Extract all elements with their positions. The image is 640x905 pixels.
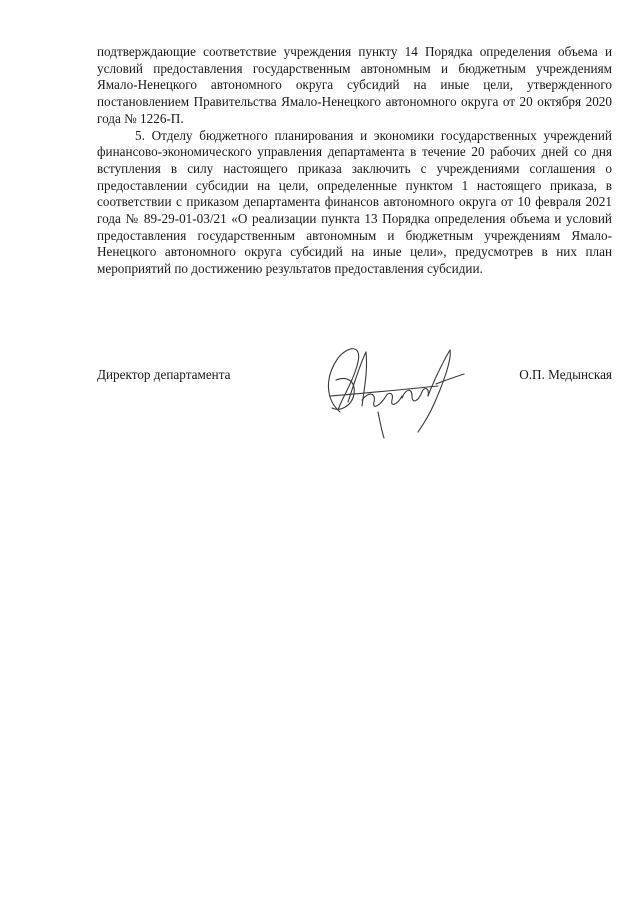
- document-body: [97, 44, 612, 278]
- paragraph-continuation: подтверждающие соответствие учреждения пункту 14 Порядка определения объема и условий предоставления государственным автономным и бюджетным учреждениям Ямало-Ненецкого автономного округа субсидий на иные цели, утвержденного постановлением Правительства Ямало-Ненецкого автономного округа от 20 октября 2020 года № 1226-П.: [97, 44, 612, 126]
- signatory-name: О.П. Медынская: [519, 367, 612, 382]
- handwritten-signature: [318, 340, 468, 440]
- paragraph-item-5: 5. Отделу бюджетного планирования и экономики государственных учреждений финансово-экономического управления департамента в течение 20 рабочих дней со дня вступления в силу настоящего приказа заключить с учреждениями соглашения о предоставлении субсидии на цели, определенные пунктом 1 настоящего приказа, в соответствии с приказом департамента финансов автономного округа от 10 февраля 2021 года № 89-29-01-03/21 «О реализации пункта 13 Порядка определения объема и условий предоставления государственным автономным и бюджетным учреждениям Ямало-Ненецкого автономного округа субсидий на иные цели», предусмотрев в них план мероприятий по достижению результатов предоставления субсидии.: [97, 127, 612, 277]
- signatory-position: Директор департамента: [97, 367, 231, 382]
